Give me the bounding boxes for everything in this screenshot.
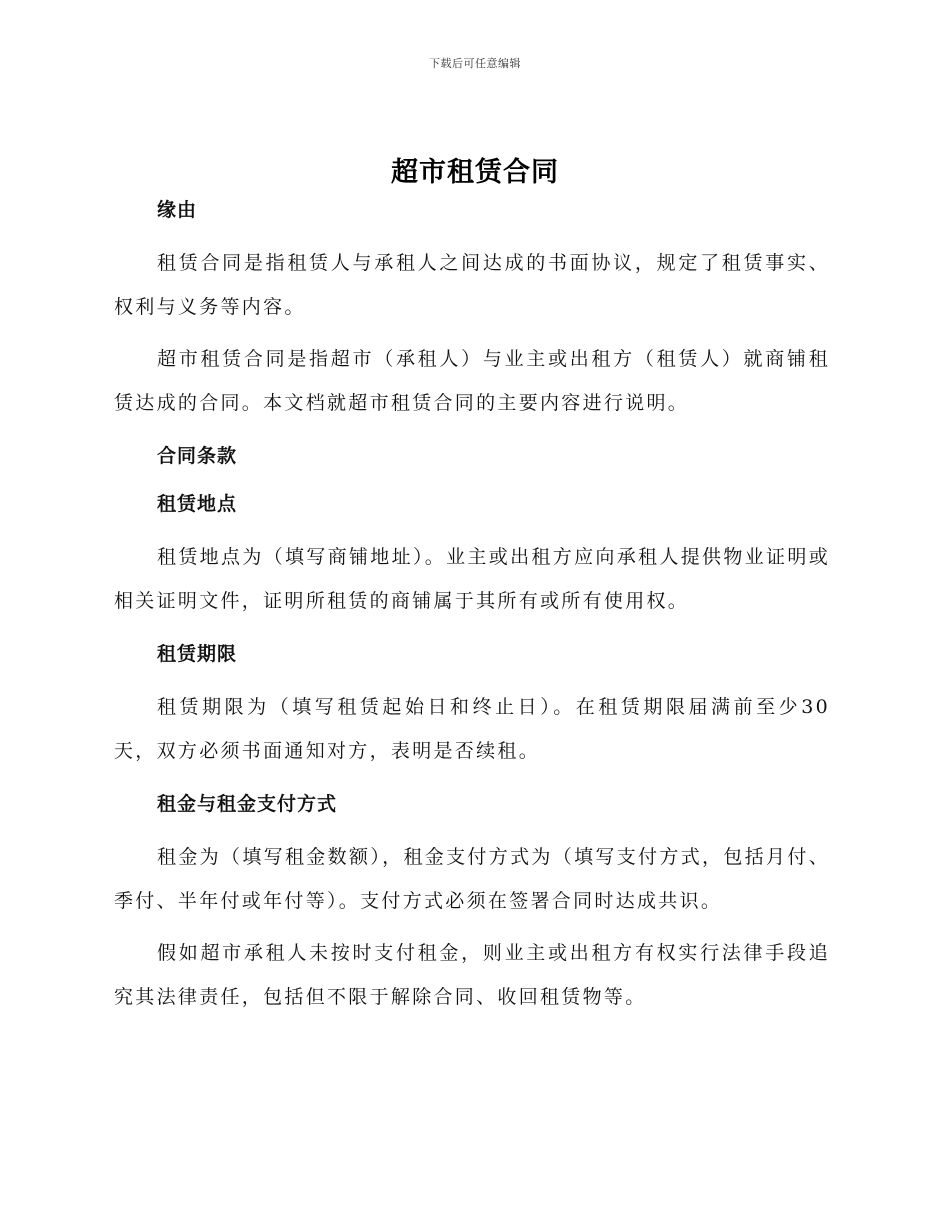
section-heading-origin: 缘由 [157,199,198,221]
section-heading-terms: 合同条款 [157,445,238,467]
paragraph-rent-1: 租金为（填写租金数额），租金支付方式为（填写支付方式，包括月付、季付、半年付或年付等）。支付方式必须在签署合同时达成共识。 [114,846,830,912]
paragraph-rent-2: 假如超市承租人未按时支付租金，则业主或出租方有权实行法律手段追究其法律责任，包括但不限于解除合同、收回租赁物等。 [114,942,830,1008]
section-heading-period: 租赁期限 [157,643,238,665]
paragraph-location-1: 租赁地点为（填写商铺地址）。业主或出租方应向承租人提供物业证明或相关证明文件，证明所租赁的商铺属于其所有或所有使用权。 [114,546,830,612]
section-heading-location: 租赁地点 [157,493,238,515]
paragraph-origin-1: 租赁合同是指租赁人与承租人之间达成的书面协议，规定了租赁事实、权利与义务等内容。 [114,252,830,318]
paragraph-origin-2: 超市租赁合同是指超市（承租人）与业主或出租方（租赁人）就商铺租赁达成的合同。本文档就超市租赁合同的主要内容进行说明。 [114,348,830,414]
document-body [114,193,830,1019]
header-note: 下载后可任意编辑 [429,57,521,70]
section-heading-rent: 租金与租金支付方式 [157,793,338,815]
document-title: 超市租赁合同 [391,157,559,188]
paragraph-period-1: 租赁期限为（填写租赁起始日和终止日）。在租赁期限届满前至少30天，双方必须书面通知对方，表明是否续租。 [114,696,830,762]
